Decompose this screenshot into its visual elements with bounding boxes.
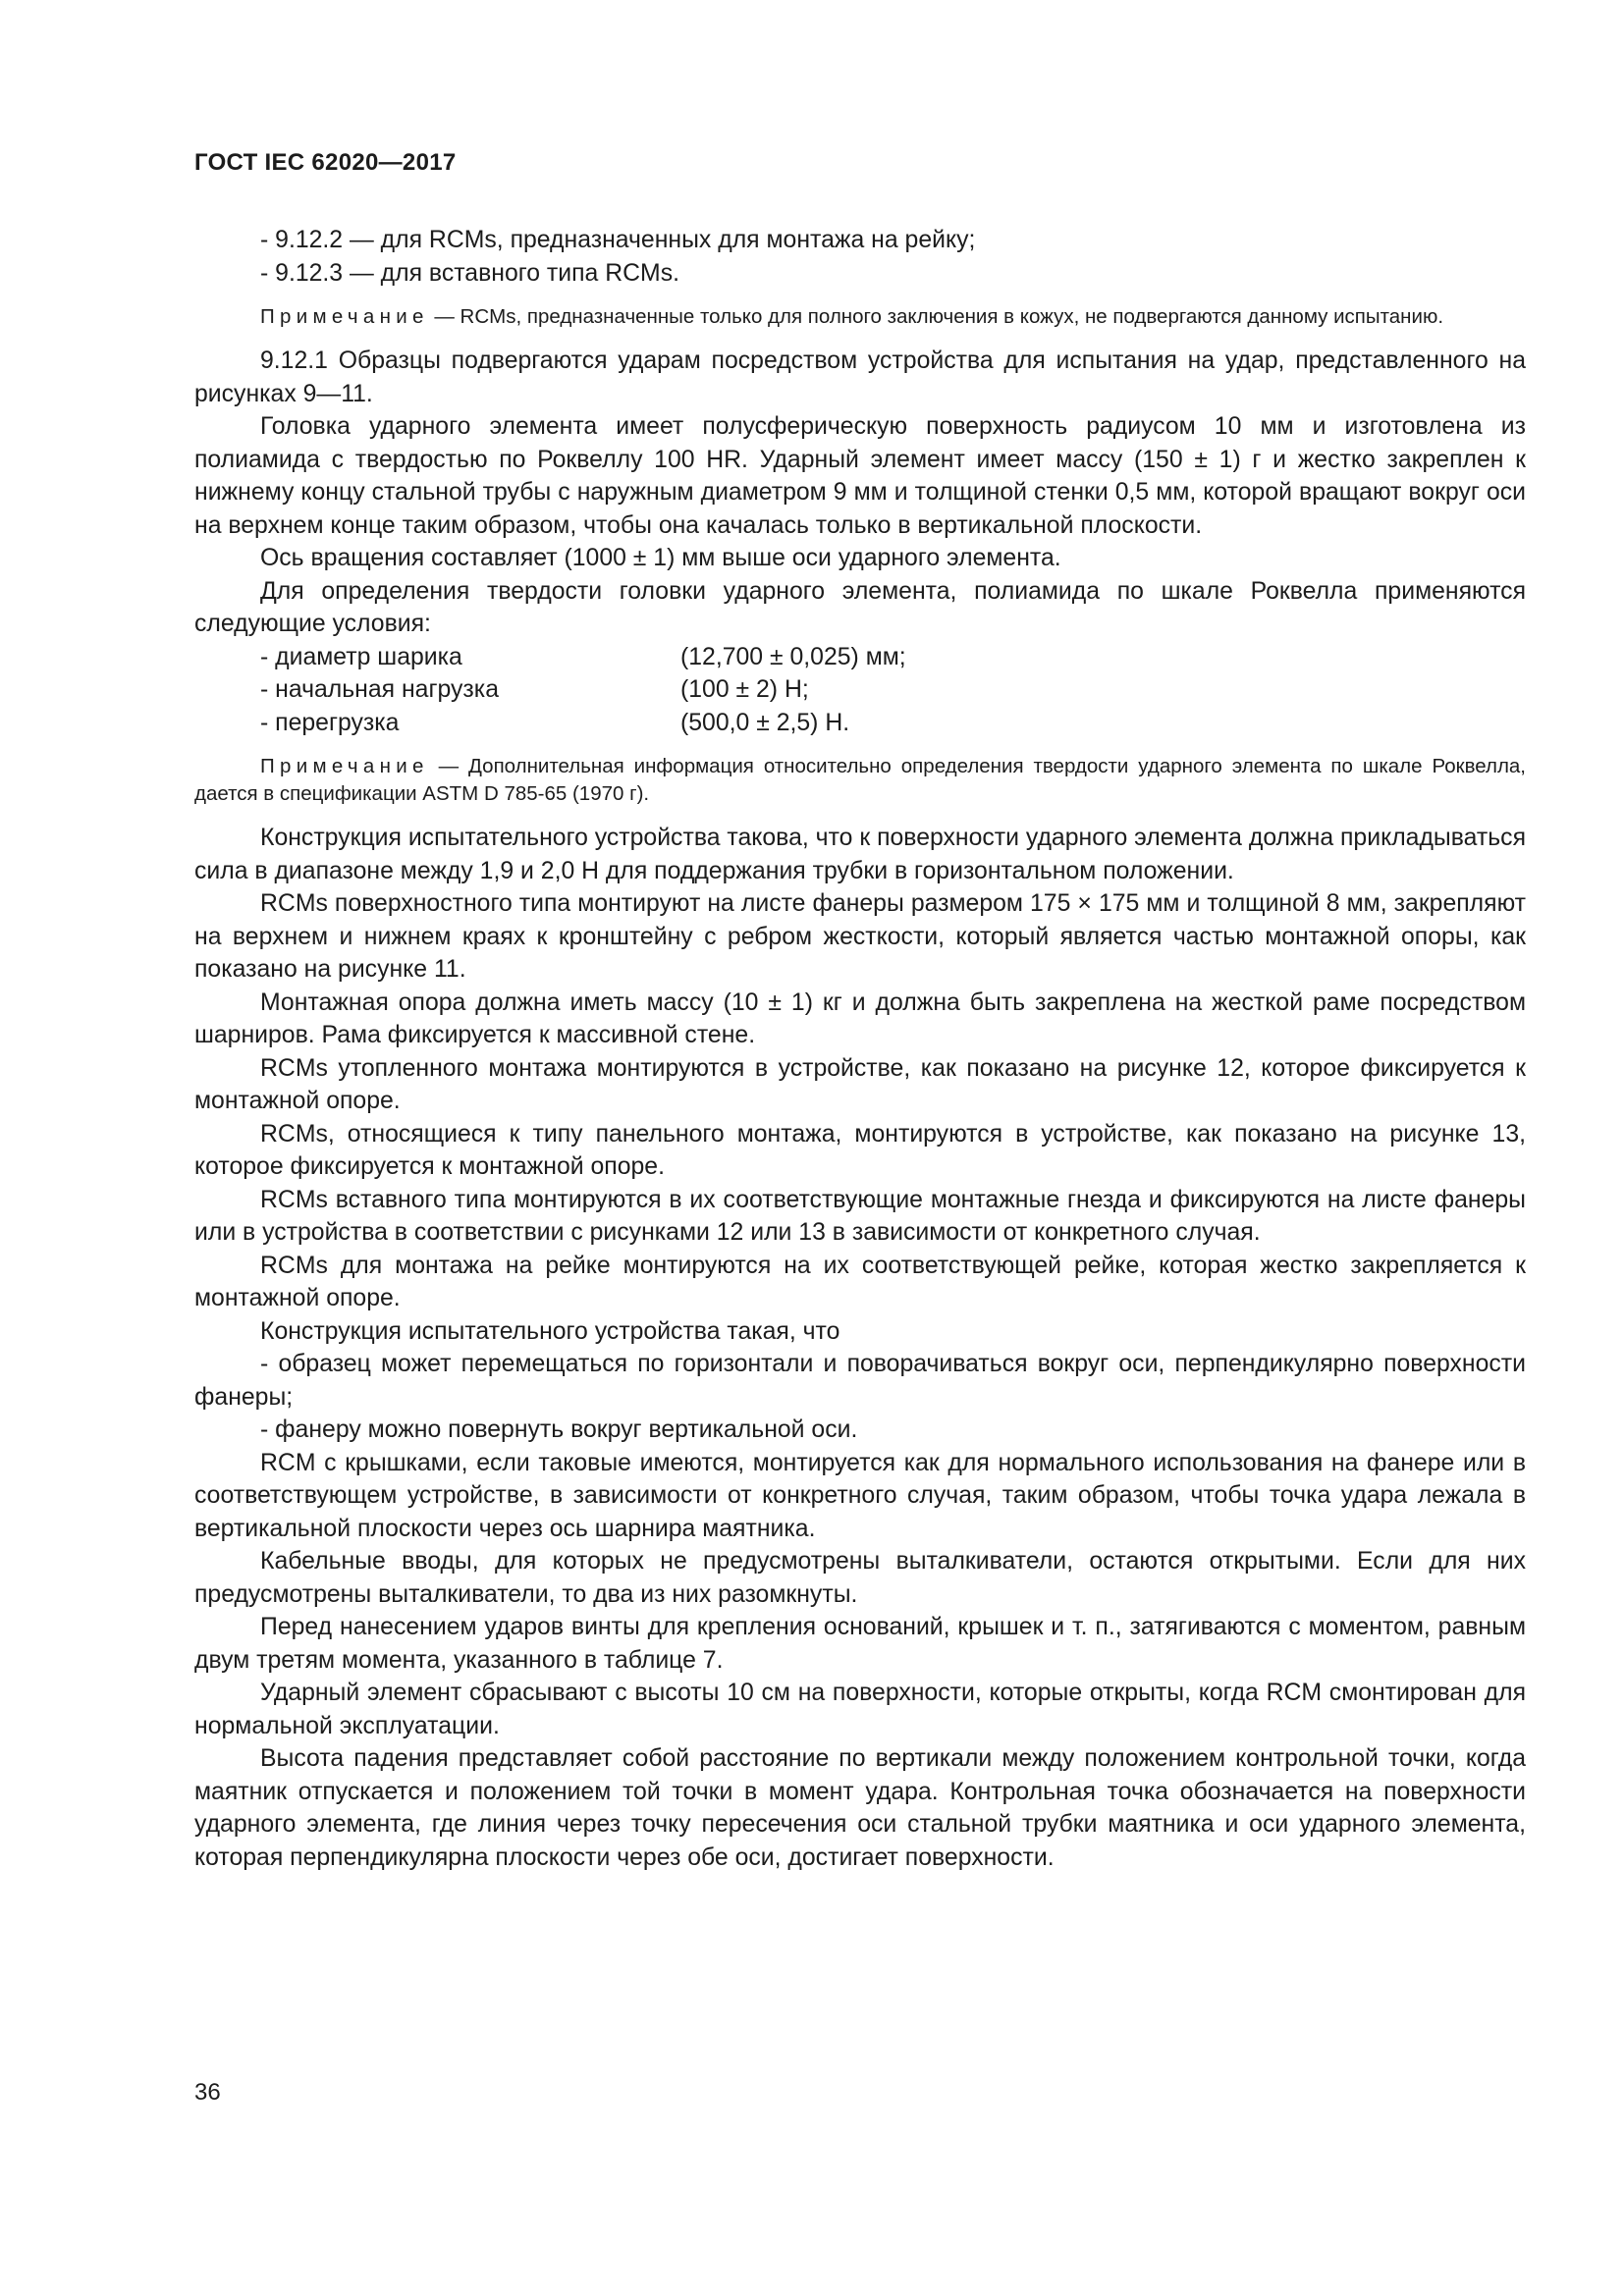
paragraph: Высота падения представляет собой расстояние по вертикали между положением контрольной точки, когда маятник отпускается и положением той точки в момент удара. Контрольная точка обозначается на поверхности ударного элемента, где линия через точку пересечения оси стальной трубки маятника и оси ударного элемента, которая перпендикулярна плоскости через обе оси, достигает поверхности. — [194, 1745, 1526, 1871]
document-body — [194, 224, 1526, 1874]
condition-label: - диаметр шарика — [260, 643, 462, 670]
condition-label: - перегрузка — [260, 709, 400, 736]
paragraph: Для определения твердости головки ударного элемента, полиамида по шкале Роквелла применяются следующие условия: — [194, 577, 1526, 637]
paragraph: RCMs утопленного монтажа монтируются в устройстве, как показано на рисунке 12, которое фиксируется к монтажной опоре. — [194, 1054, 1526, 1114]
list-item: - 9.12.2 — для RCMs, предназначенных для монтажа на рейку; — [260, 227, 976, 253]
list-item: - 9.12.3 — для вставного типа RCMs. — [260, 259, 679, 287]
paragraph: Головка ударного элемента имеет полусферическую поверхность радиусом 10 мм и изготовлена из полиамида с твердостью по Роквеллу 100 HR. Ударный элемент имеет массу (150 ± 1) г и жестко закреплен к нижнему концу стальной трубы с наружным диаметром 9 мм и толщиной стенки 0,5 мм, которой вращают вокруг оси на верхнем конце таким образом, чтобы она качалась только в вертикальной плоскости. — [194, 413, 1526, 539]
condition-value: (100 ± 2) Н; — [680, 676, 809, 703]
page-number: 36 — [194, 2079, 221, 2106]
paragraph: Монтажная опора должна иметь массу (10 ± 1) кг и должна быть закреплена на жесткой раме посредством шарниров. Рама фиксируется к массивной стене. — [194, 988, 1526, 1048]
paragraph: RCMs поверхностного типа монтируют на листе фанеры размером 175 × 175 мм и толщиной 8 мм, закрепляют на верхнем и нижнем краях к кронштейну с ребром жесткости, который является частью монтажной опоры, как показано на рисунке 11. — [194, 890, 1526, 983]
condition-row — [194, 641, 1526, 674]
document-header: ГОСТ IEC 62020—2017 — [194, 149, 457, 176]
condition-value: (12,700 ± 0,025) мм; — [680, 643, 906, 670]
paragraph: Кабельные вводы, для которых не предусмотрены выталкиватели, остаются открытыми. Если для них предусмотрены выталкиватели, то два из них разомкнуты. — [194, 1548, 1526, 1608]
condition-label: - начальная нагрузка — [260, 676, 499, 703]
paragraph: Ударный элемент сбрасывают с высоты 10 см на поверхности, которые открыты, когда RCM смонтирован для нормальной эксплуатации. — [194, 1680, 1526, 1739]
note-prefix: Примечание — [260, 755, 429, 777]
note-text: — Дополнительная информация относительно определения твердости ударного элемента по шкале Роквелла, дается в спецификации ASTM D 785-65 (1970 г). — [194, 755, 1526, 805]
paragraph: Перед нанесением ударов винты для крепления оснований, крышек и т. п., затягиваются с моментом, равным двум третям момента, указанного в таблице 7. — [194, 1614, 1526, 1674]
paragraph: RCMs для монтажа на рейке монтируются на их соответствующей рейке, которая жестко закрепляется к монтажной опоре. — [194, 1252, 1526, 1311]
paragraph: RCMs, относящиеся к типу панельного монтажа, монтируются в устройстве, как показано на рисунке 13, которое фиксируется к монтажной опоре. — [194, 1120, 1526, 1180]
condition-value: (500,0 ± 2,5) Н. — [680, 709, 850, 736]
paragraph: Ось вращения составляет (1000 ± 1) мм выше оси ударного элемента. — [260, 545, 1061, 571]
paragraph: - фанеру можно повернуть вокруг вертикальной оси. — [260, 1416, 858, 1443]
paragraph: - образец может перемещаться по горизонтали и поворачиваться вокруг оси, перпендикулярно поверхности фанеры; — [194, 1351, 1526, 1411]
note-prefix: Примечание — [260, 305, 429, 328]
condition-row — [194, 707, 1526, 740]
note — [194, 303, 1526, 331]
paragraph: 9.12.1 Образцы подвергаются ударам посредством устройства для испытания на удар, представленного на рисунках 9—11. — [194, 347, 1526, 407]
paragraph: RCMs вставного типа монтируются в их соответствующие монтажные гнезда и фиксируются на листе фанеры или в устройства в соответствии с рисунками 12 или 13 в зависимости от конкретного случая. — [194, 1186, 1526, 1246]
note — [194, 753, 1526, 808]
paragraph: Конструкция испытательного устройства такая, что — [260, 1317, 840, 1345]
note-text: — RCMs, предназначенные только для полного заключения в кожух, не подвергаются данному испытанию. — [428, 305, 1444, 328]
paragraph: RCM с крышками, если таковые имеются, монтируется как для нормального использования на фанере или в соответствующем устройстве, в зависимости от конкретного случая, таким образом, чтобы точка удара лежала в вертикальной плоскости через ось шарнира маятника. — [194, 1449, 1526, 1542]
condition-row — [194, 673, 1526, 707]
paragraph: Конструкция испытательного устройства такова, что к поверхности ударного элемента должна прикладываться сила в диапазоне между 1,9 и 2,0 Н для поддержания трубки в горизонтальном положении. — [194, 825, 1526, 884]
